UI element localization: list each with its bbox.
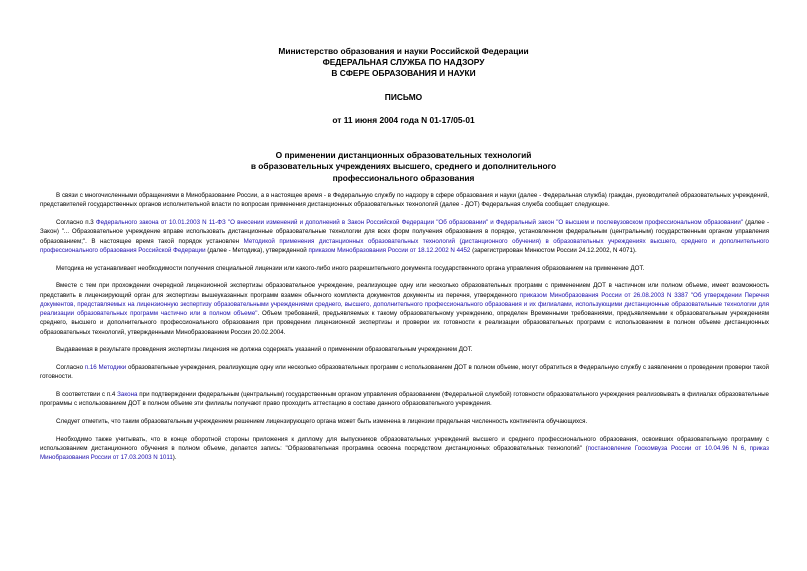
order-4452-link[interactable]: приказом Минобразования России от 18.12.2002 N 4452 [308,246,471,254]
paragraph-7-text-2: при подтверждении федеральным (центральным) государственным органом управления образованием (Федеральной службой) готовности образовательного учреждения реализовывать в филиалах образовательные программы с использованием ДОТ в полном объеме эти филиалы получают право проходить аттестацию в составе данного образовательного учреждения. [40,391,770,408]
paragraph-6-text-1: Согласно [56,364,85,372]
document-body [40,191,769,471]
document-title [0,150,807,184]
paragraph-9-text-2: , [744,445,750,453]
paragraph-8: Следует отметить, что таким образовательным учреждением решением лицензирующего органа может быть изменена в лицензии предельная численность контингента обучающихся. [56,418,588,426]
paragraph-4-text-1: Вместе с тем при прохождении очередной лицензионной экспертизы образовательное учреждение, реализующее одну или несколько образовательных программ с применением ДОТ в частичном или полном объеме, имеет возможность представить в лицензирующий орган для экспертизы вышеуказанных программ взамен обычного комплекта документов документы из перечня, утвержденного [40,282,769,299]
paragraph-3: Методика не устанавливает необходимости получения специальной лицензии или какого-либо иного разрешительного документа государственного органа управления образованием на применение ДОТ. [56,264,645,272]
goskomvuz-resolution-link[interactable]: постановление Госкомвуза России от 10.04.96 N 6 [587,445,745,453]
paragraph-6-text-3: образовательные учреждения, реализующие одну или несколько образовательных программ с использованием ДОТ в полном объеме, могут обратиться в Федеральную службу с заявлением о проведении проверки такой готовности. [40,364,769,381]
paragraph-1: В связи с многочисленными обращениями в Минобразование России, а в настоящее время - в Федеральную службу по надзору в сфере образования и науки (далее - Федеральная служба) граждан, руководителей образовательных учреждений, представителей государственных органов исполнительной власти по вопросам применения дистанционных образовательных технологий (далее - ДОТ) Федеральная служба сообщает следующее. [40,192,769,209]
document-date-number: от 11 июня 2004 года N 01-17/05-01 [332,114,475,125]
paragraph-2 [40,218,769,255]
document-type: ПИСЬМО [384,91,423,102]
paragraph-2-text-1: Согласно п.3 [56,218,96,226]
title-line-2: в образовательных учреждениях высшего, среднего и дополнительного [250,161,557,172]
paragraph-4-text-2: . Объем требований, предъявляемых к такому образовательному учреждению, определен Временными требованиями, предъявляемыми к образовательным учреждениям среднего, высшего и дополнительного профессионального образования при проведении лицензионной экспертизы и проверки их готовности к реализации образовательных программ с использованием в полном объеме дистанционных образовательных технологий, утвержденными Минобразованием России 20.02.2004. [40,310,769,336]
clause-16-link[interactable]: п.16 [84,364,97,372]
paragraph-9-text-1: Необходимо также учитывать, что в конце оборотной стороны приложения к диплому для выпускников образовательных учреждений высшего и среднего профессионального образования, освоивших образовательную программу с использованием дистанционного обучения в полном объеме, делается запись: "Образовательная программа освоена посредством дистанционных образовательных технологий" ( [40,435,769,453]
ministry-name: Министерство образования и науки Российской Федерации [278,46,529,56]
title-line-1: О применении дистанционных образовательных технологий [275,150,532,160]
title-line-3: профессионального образования [332,172,475,183]
law-link[interactable]: Закона [117,391,138,399]
paragraph-5: Выдаваемая в результате проведения экспертизы лицензия не должна содержать указаний о применении образовательным учреждением ДОТ. [56,346,473,354]
federal-law-link[interactable]: Федерального закона от 10.01.2003 N 11-ФЗ "О внесении изменений и дополнений в Закон Российской Федерации "Об образовании" и Федеральный закон "О высшем и послевузовском профессиональном образовании" [95,218,744,226]
methodology-link[interactable]: Методикой применения дистанционных образовательных технологий (дистанционного обучения) в образовательных учреждениях высшего, среднего и дополнительного профессионального образования Российской Федерации [40,237,769,254]
order-1011-link[interactable]: приказ Минобразования России от 17.03.2003 N 1011 [40,445,769,462]
methodology-short-link[interactable]: Методики [98,364,127,372]
paragraph-9 [40,435,769,463]
paragraph-6 [40,363,769,382]
paragraph-2-text-4: (зарегистрирован Минюстом России 24.12.2002, N 4071). [470,246,637,254]
document-header [0,46,807,126]
paragraph-7 [40,390,769,409]
paragraph-4 [40,281,769,337]
paragraph-2-text-2: (далее - Закон) "... Образовательное учреждение вправе использовать дистанционные образовательные технологии для всех форм получения образования в порядке, установленном федеральным (центральным) государственным органом управления образованием;". В настоящее время такой порядок установлен [40,218,770,245]
paragraph-7-text-1: В соответствии с п.4 [56,391,118,399]
order-3387-link[interactable]: приказом Минобразования России от 26.08.2003 N 3387 "Об утверждении Перечня документов, представляемых на лицензионную экспертизу образовательными учреждениями среднего, высшего, дополнительного профессионального образования и их филиалами, использующими дистанционные образовательные технологии для реализации образовательных программ частично или в полном объеме" [40,291,769,318]
service-name-line1: ФЕДЕРАЛЬНАЯ СЛУЖБА ПО НАДЗОРУ [322,57,485,68]
service-name-line2: В СФЕРЕ ОБРАЗОВАНИЯ И НАУКИ [331,68,476,79]
paragraph-2-text-3: (далее - Методика), утвержденной [205,246,309,254]
paragraph-9-text-3: ). [172,454,177,462]
